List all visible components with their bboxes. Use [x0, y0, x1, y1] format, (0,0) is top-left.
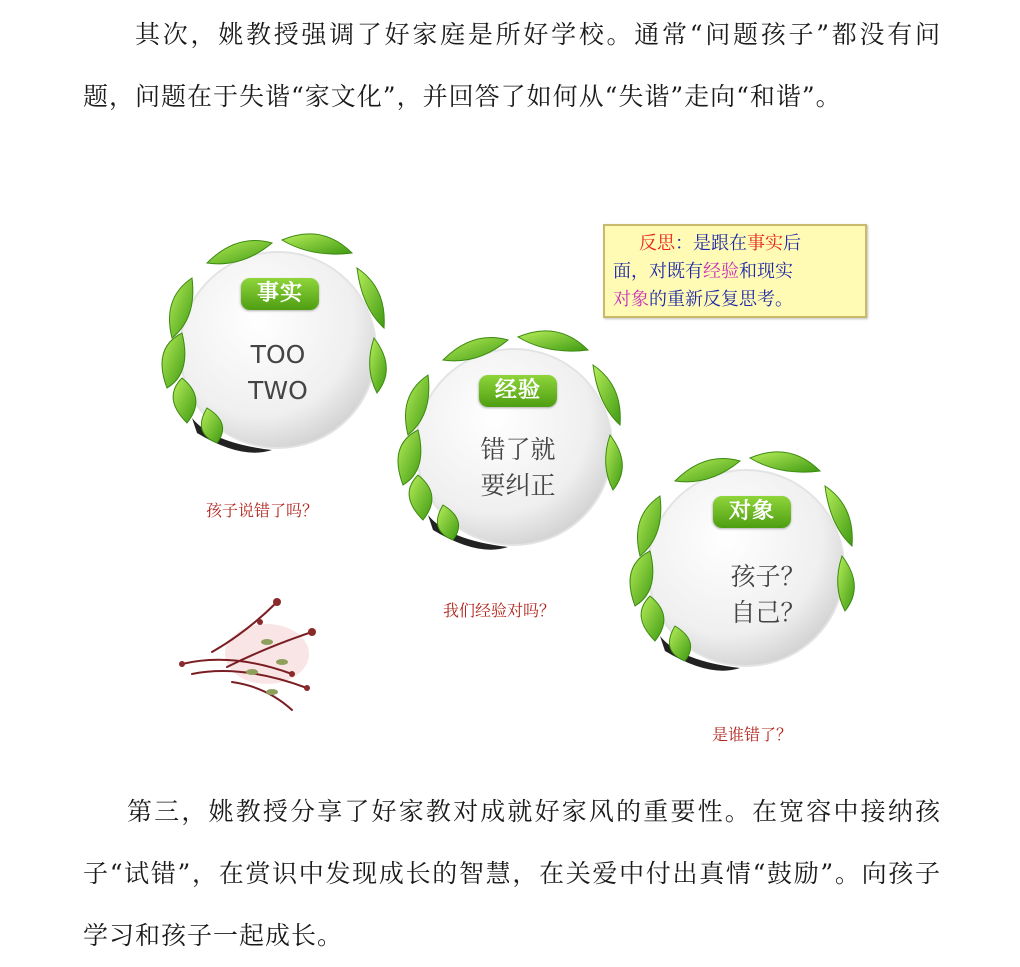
circle-object-line1: 孩子？ — [730, 562, 806, 591]
circle-fact — [152, 228, 392, 468]
circle-experience-line2: 要纠正 — [480, 471, 556, 500]
reflection-title: 反思 — [639, 233, 675, 254]
circle-object — [620, 446, 860, 686]
circle-fact-line1: TOO — [250, 340, 306, 369]
caption-fact: 孩子说错了吗？ — [206, 501, 319, 520]
circle-fact-line2: TWO — [248, 376, 308, 405]
caption-object: 是谁错了？ — [712, 725, 793, 744]
circle-experience-line1: 错了就 — [480, 435, 556, 464]
circle-experience — [388, 325, 628, 565]
badge-object: 对象 — [713, 496, 791, 528]
reflection-note: 反思：是跟在事实后 面，对既有经验和现实 对象的重新反复思考。 — [603, 224, 867, 318]
paragraph-family-culture: 其次，姚教授强调了好家庭是所好学校。通常“问题孩子”都没有问题，问题在于失谐“家文化”，并回答了如何从“失谐”走向“和谐”。 — [83, 20, 941, 111]
paragraph-family-education: 第三，姚教授分享了好家教对成就好家风的重要性。在宽容中接纳孩子“试错”，在赏识中发现成长的智慧，在关爱中付出真情“鼓励”。向孩子学习和孩子一起成长。 — [83, 797, 941, 950]
badge-experience: 经验 — [479, 375, 557, 407]
caption-experience: 我们经验对吗？ — [443, 601, 556, 620]
circle-object-line2: 自己？ — [730, 598, 806, 627]
badge-fact: 事实 — [241, 278, 319, 310]
flower-decoration-icon — [172, 592, 332, 712]
